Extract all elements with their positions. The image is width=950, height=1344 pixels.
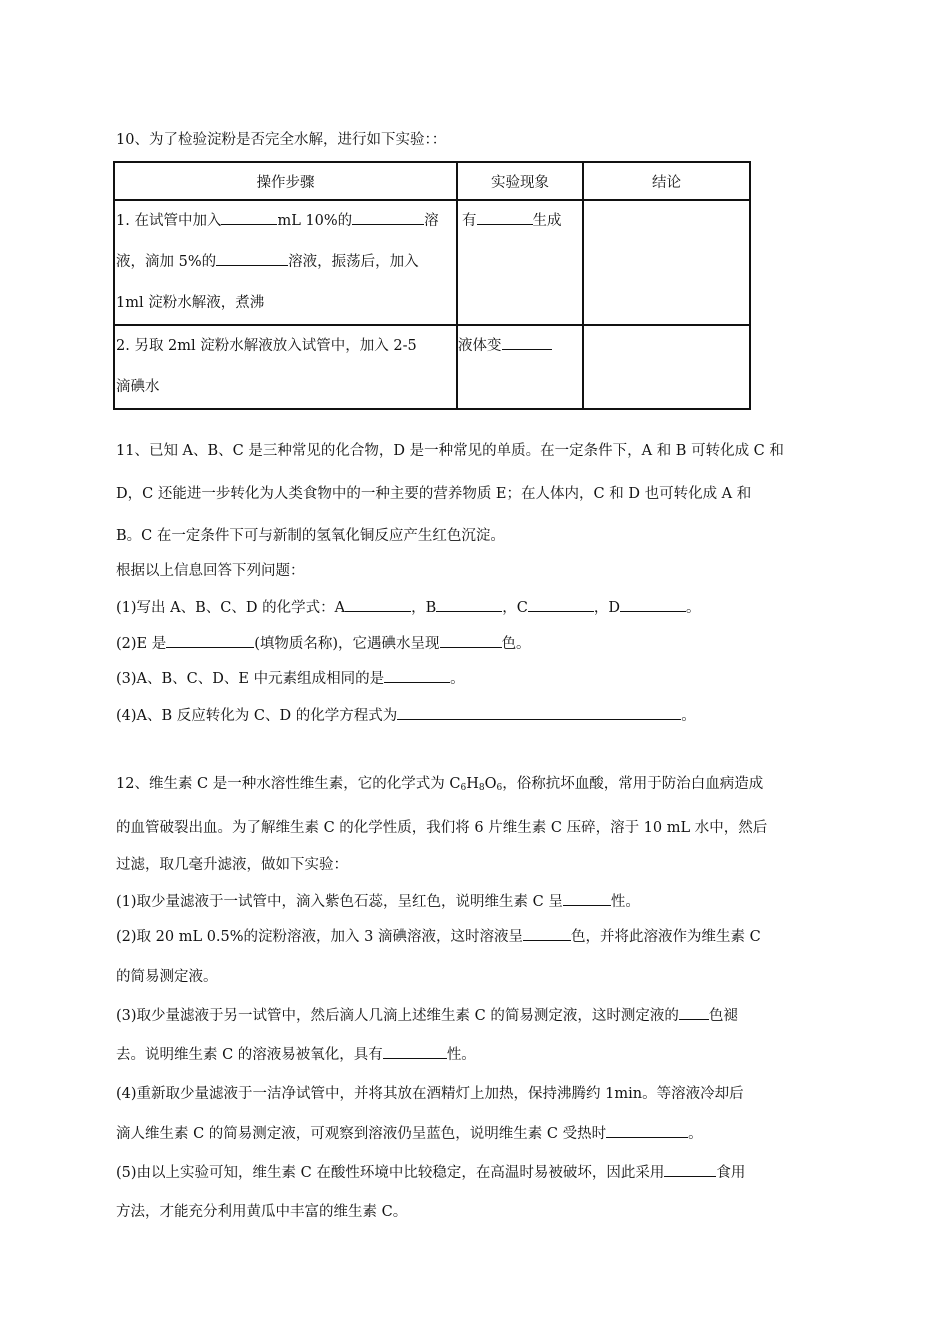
q12-part-1: (1)取少量滤液于一试管中，滴入紫色石蕊，呈红色，说明维生素 C 呈 性。 [116, 890, 640, 911]
blank-field[interactable] [384, 668, 450, 683]
blank-field[interactable] [216, 251, 288, 266]
blank-field[interactable] [436, 597, 502, 612]
q11-part-3: (3)A、B、C、D、E 中元素组成相同的是 。 [116, 667, 465, 688]
header-steps: 操作步骤 [114, 162, 457, 200]
blank-field[interactable] [383, 1044, 447, 1059]
table-row [114, 325, 750, 409]
q12-line-3: 过滤，取几毫升滤液，做如下实验： [116, 857, 348, 873]
q11-part-4: (4)A、B 反应转化为 C、D 的化学方程式为 。 [116, 704, 696, 725]
blank-field[interactable] [502, 335, 552, 350]
q12-part-5-cont: 方法，才能充分利用黄瓜中丰富的维生素 C。 [116, 1204, 408, 1220]
phenomenon-cell-1: 有 生成 [457, 200, 583, 325]
q11-line-1: 11、已知 A、B、C 是三种常见的化合物，D 是一种常见的单质。在一定条件下，A 和 B 可转化成 C 和 [116, 443, 784, 459]
q12-part-5: (5)由以上实验可知，维生素 C 在酸性环境中比较稳定，在高温时易被破坏，因此采用 食用 [116, 1161, 745, 1182]
blank-field[interactable] [528, 597, 594, 612]
q11-part-2: (2)E 是 (填物质名称)，它遇碘水呈现 色。 [116, 632, 531, 653]
blank-field[interactable] [345, 597, 411, 612]
q12-part-4: (4)重新取少量滤液于一洁净试管中，并将其放在酒精灯上加热，保持沸腾约 1min。等溶液冷却后 [116, 1086, 744, 1102]
blank-field[interactable] [166, 633, 254, 648]
q12-part-2-cont: 的简易测定液。 [116, 969, 218, 985]
phenomenon-cell-2: 液体变 [457, 325, 583, 409]
q11-part-1: (1)写出 A、B、C、D 的化学式：A ，B ，C ，D 。 [116, 596, 700, 617]
q10-intro: 10、为了检验淀粉是否完全水解，进行如下实验：： [116, 132, 447, 148]
blank-field[interactable] [440, 633, 502, 648]
blank-field[interactable] [352, 210, 424, 225]
blank-field[interactable] [477, 210, 533, 225]
header-phenomenon: 实验现象 [457, 162, 583, 200]
step-cell-2: 2. 另取 2ml 淀粉水解液放入试管中，加入 2-5 滴碘水 [114, 325, 457, 409]
q11-line-2: D，C 还能进一步转化为人类食物中的一种主要的营养物质 E；在人体内，C 和 D 也可转化成 A 和 [116, 486, 752, 502]
conclusion-cell-2[interactable] [583, 325, 750, 409]
q12-part-3-cont: 去。说明维生素 C 的溶液易被氧化，具有 性。 [116, 1043, 476, 1064]
blank-field[interactable] [620, 597, 686, 612]
blank-field[interactable] [563, 891, 611, 906]
q11-line-3: B。C 在一定条件下可与新制的氢氧化铜反应产生红色沉淀。 [116, 528, 505, 544]
blank-field[interactable] [523, 926, 571, 941]
q12-line-1: 12、维生素 C 是一种水溶性维生素，它的化学式为 $C_6H_8O_6$，俗称抗坏血酸，常用于防治白血病造成 [116, 776, 764, 793]
table-header-row [114, 162, 750, 200]
q12-part-4-cont: 滴人维生素 C 的简易测定液，可观察到溶液仍呈蓝色，说明维生素 C 受热时 。 [116, 1122, 703, 1143]
blank-field[interactable] [679, 1005, 709, 1020]
blank-field[interactable] [606, 1123, 688, 1138]
q12-line-2: 的血管破裂出血。为了解维生素 C 的化学性质，我们将 6 片维生素 C 压碎，溶于 10 mL 水中，然后 [116, 820, 768, 836]
experiment-table [113, 161, 751, 410]
conclusion-cell-1[interactable] [583, 200, 750, 325]
blank-field[interactable] [221, 210, 277, 225]
q11-line-4: 根据以上信息回答下列问题： [116, 563, 305, 579]
blank-field[interactable] [664, 1162, 716, 1177]
step-cell-1: 1. 在试管中加入 mL 10%的 溶 液，滴加 5%的 溶液，振荡后，加入 1ml 淀粉水解液，煮沸 [114, 200, 457, 325]
blank-field[interactable] [397, 705, 681, 720]
q12-part-3: (3)取少量滤液于另一试管中，然后滴人几滴上述维生素 C 的简易测定液，这时测定液的 色褪 [116, 1004, 738, 1025]
header-conclusion: 结论 [583, 162, 750, 200]
q12-part-2: (2)取 20 mL 0.5%的淀粉溶液，加入 3 滴碘溶液，这时溶液呈 色，并将此溶液作为维生素 C [116, 925, 761, 946]
table-row [114, 200, 750, 325]
